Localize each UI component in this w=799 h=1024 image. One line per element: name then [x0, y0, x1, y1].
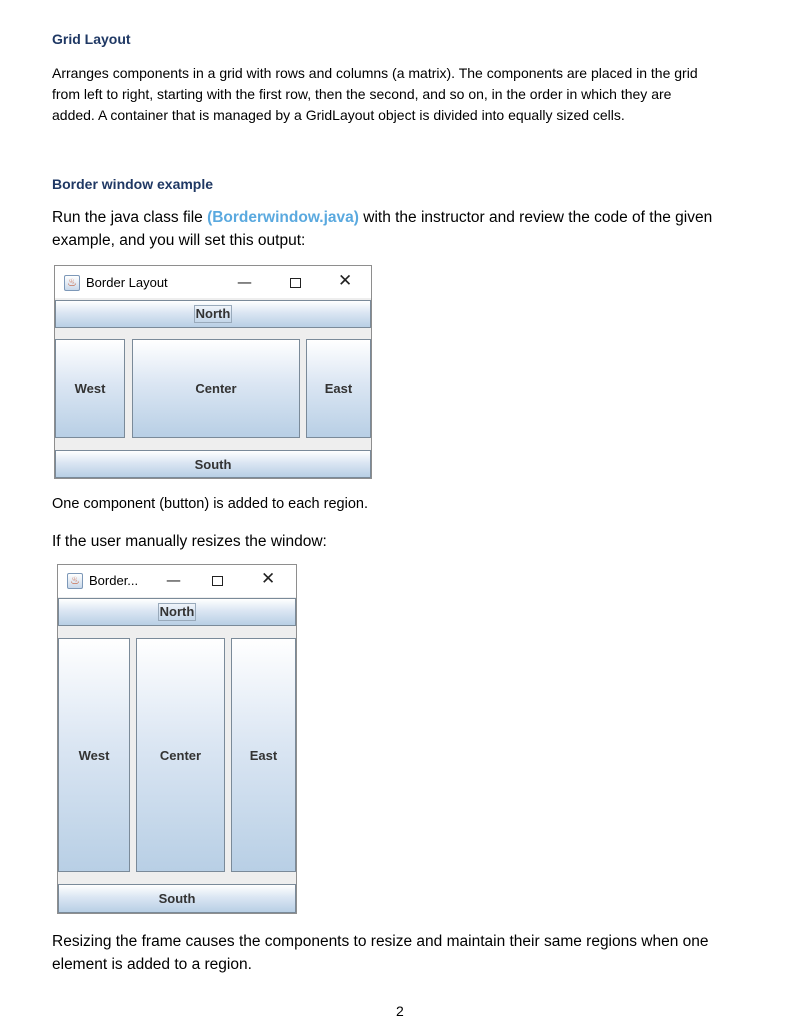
conclusion-line: Resizing the frame causes the components to resize and maintain their same regions when one: [52, 933, 709, 950]
north-button[interactable]: [58, 598, 296, 626]
border-intro-paragraph: [52, 206, 772, 252]
intro-line-1: [52, 206, 772, 229]
window-title: Border...: [89, 573, 139, 588]
center-button[interactable]: [136, 638, 225, 872]
grid-layout-paragraph: [52, 63, 772, 126]
north-label: North: [195, 306, 231, 321]
intro-text: with the instructor and review the code of the given: [358, 209, 713, 226]
window-title: Border Layout: [86, 275, 168, 290]
intro-text: Run the java class file: [52, 209, 208, 226]
west-button[interactable]: [58, 638, 130, 872]
center-label: Center: [195, 381, 237, 396]
east-label: East: [249, 747, 278, 763]
south-button[interactable]: [55, 450, 371, 478]
west-label: West: [74, 381, 106, 396]
south-label: South: [194, 456, 232, 472]
resized-border-window: [57, 564, 297, 914]
close-icon[interactable]: ✕: [261, 569, 276, 589]
minimize-icon[interactable]: —: [166, 571, 181, 589]
maximize-icon[interactable]: [212, 576, 223, 586]
border-window-heading: Border window example: [52, 176, 214, 192]
note-one-component: One component (button) is added to each region.: [52, 496, 368, 512]
west-button[interactable]: [55, 339, 125, 438]
center-button[interactable]: [132, 339, 300, 438]
north-button[interactable]: [55, 300, 371, 328]
center-label: Center: [159, 747, 202, 763]
east-button[interactable]: [306, 339, 371, 438]
java-cup-icon: ♨: [64, 275, 80, 291]
south-label: South: [158, 891, 196, 906]
java-cup-icon: ♨: [67, 573, 83, 589]
grid-layout-heading: Grid Layout: [52, 31, 131, 47]
east-button[interactable]: [231, 638, 296, 872]
maximize-icon[interactable]: [290, 278, 301, 288]
west-label: West: [78, 747, 110, 763]
conclusion-line: element is added to a region.: [52, 956, 252, 973]
minimize-icon[interactable]: —: [237, 273, 252, 291]
conclusion-paragraph: [52, 930, 772, 976]
border-layout-window: [54, 265, 372, 479]
intro-line-2: example, and you will set this output:: [52, 232, 306, 249]
borderwindow-file-link[interactable]: (Borderwindow.java): [207, 209, 359, 226]
grid-para-line: from left to right, starting with the first row, then the second, and so on, in the order in which they are: [52, 86, 672, 102]
close-icon[interactable]: ✕: [338, 271, 353, 291]
window-titlebar[interactable]: [58, 565, 296, 597]
grid-para-line: Arranges components in a grid with rows and columns (a matrix). The components are placed in the grid: [52, 65, 698, 81]
page-number: 2: [396, 1003, 404, 1019]
south-button[interactable]: [58, 884, 296, 913]
note-resize: If the user manually resizes the window:: [52, 533, 327, 550]
east-label: East: [324, 381, 353, 396]
window-titlebar[interactable]: [55, 266, 371, 298]
grid-para-line: added. A container that is managed by a GridLayout object is divided into equally sized cells.: [52, 107, 625, 123]
north-label: North: [159, 604, 195, 619]
